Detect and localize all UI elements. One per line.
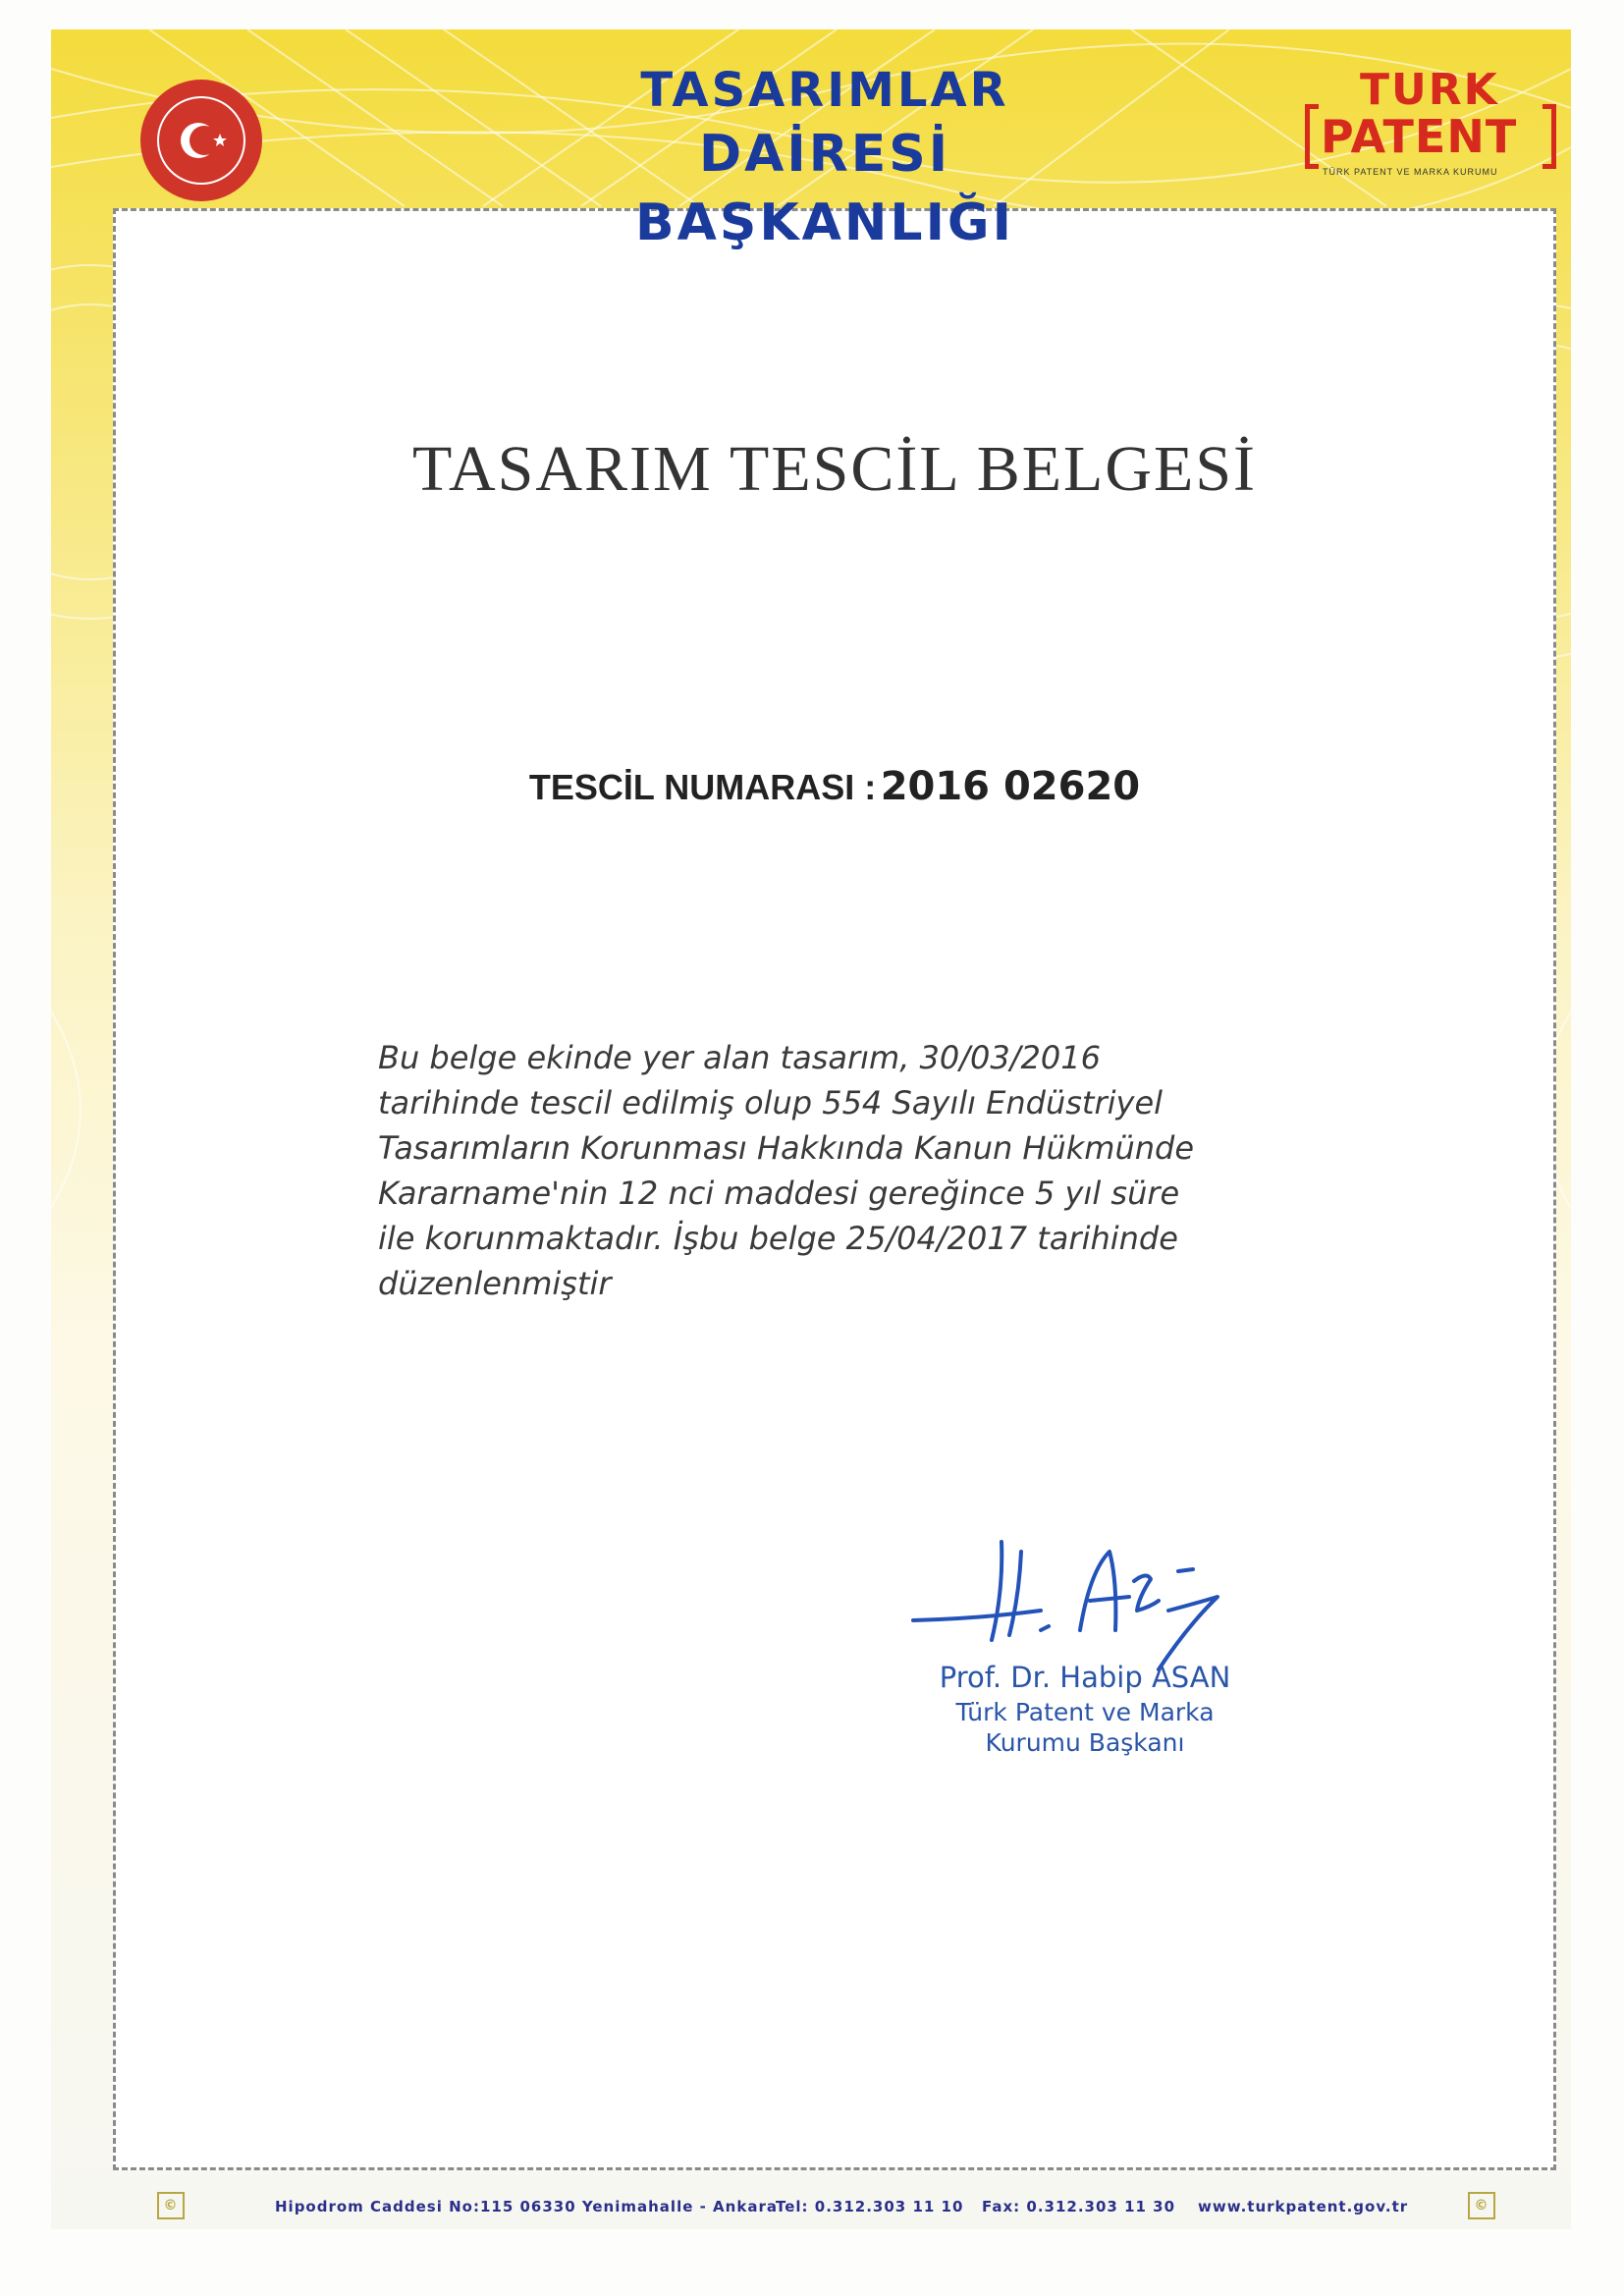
signatory-block [884,1658,1286,1758]
logo-text-turk: TURK [1360,65,1499,115]
signatory-role-line2: Kurumu Başkanı [985,1728,1185,1757]
footer-address: Hipodrom Caddesi No:115 06330 Yenimahalle - Ankara [275,2198,778,2215]
footer-phone: Tel: 0.312.303 11 10 [776,2198,964,2215]
registration-line [113,764,1556,809]
signatory-name: Prof. Dr. Habip ASAN [939,1661,1231,1694]
body-line: Tasarımların Korunması Hakkında Kanun Hükmünde [378,1129,1195,1167]
body-line: Bu belge ekinde yer alan tasarım, 30/03/2016 [378,1039,1101,1076]
body-line: tarihinde tescil edilmiş olup 554 Sayılı Endüstriyel [378,1084,1164,1121]
department-title-line2: DAİRESİ BAŞKANLIĞI [635,125,1014,252]
logo-text-patent: PATENT [1321,110,1518,163]
handwritten-signature [893,1503,1267,1679]
body-line: Kararname'nin 12 nci maddesi gereğince 5 yıl süre [378,1175,1180,1212]
footer-mark-right-icon: © [1468,2192,1495,2219]
body-line: düzenlenmiştir [378,1265,612,1302]
logo-bracket-right [1543,104,1556,169]
registration-label: TESCİL NUMARASI : [528,767,877,807]
footer-web: www.turkpatent.gov.tr [1198,2198,1409,2215]
logo-bracket-left [1305,104,1319,169]
department-title [550,61,1100,257]
certificate-title: TASARIM TESCİL BELGESİ [411,433,1258,505]
department-title-line1: TASARIMLAR [640,63,1009,118]
footer-fax: Fax: 0.312.303 11 30 [982,2198,1176,2215]
logo-subtitle: TÜRK PATENT VE MARKA KURUMU [1323,167,1498,177]
certificate-body [378,1035,1272,1306]
signatory-role-line1: Türk Patent ve Marka [955,1698,1215,1726]
turkpatent-logo [1311,65,1556,183]
registration-number: 2016 02620 [880,764,1141,809]
footer-mark-left-icon: © [157,2192,185,2219]
body-line: ile korunmaktadır. İşbu belge 25/04/2017 tarihinde [378,1220,1178,1257]
seal-icon [137,77,265,204]
footer [157,2192,1492,2221]
